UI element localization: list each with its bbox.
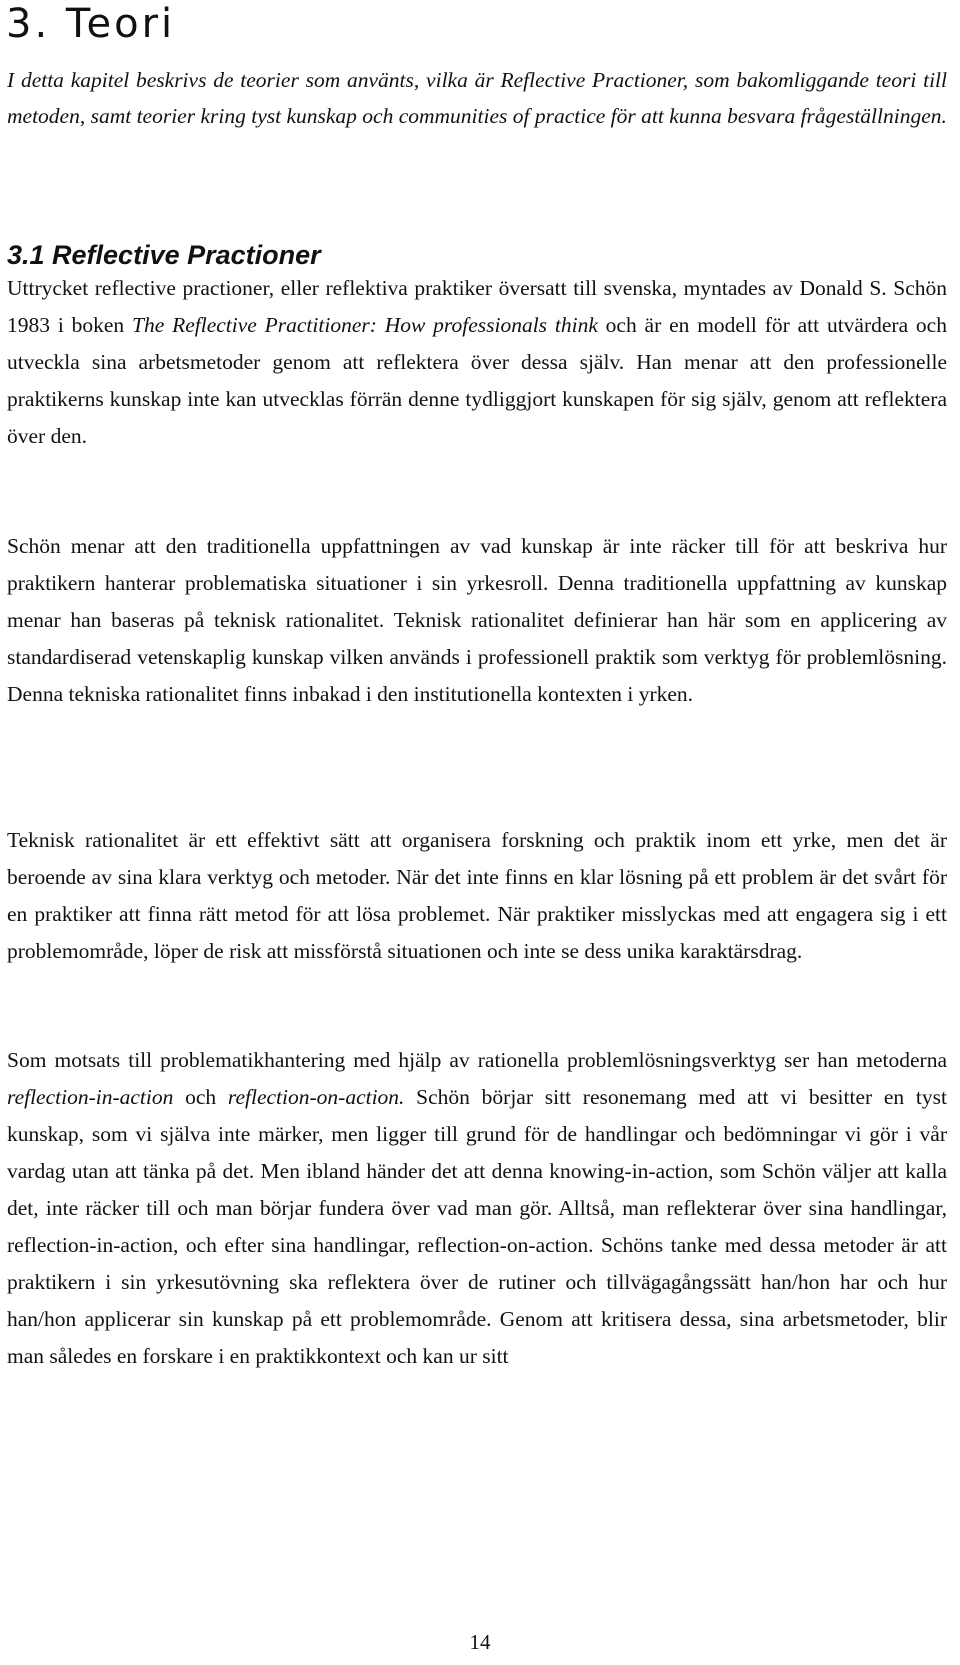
term-reflection-on-action: reflection-on-action.	[227, 1085, 405, 1109]
term-reflection-in-action: reflection-in-action	[7, 1085, 174, 1109]
paragraph-3: Teknisk rationalitet är ett effektivt sätt att organisera forskning och praktik inom ett yrke, men det är beroende av sina klara verktyg och metoder. När det inte finns en klar lösning på ett problem är det svårt för en praktiker att finna rätt metod för att lösa problemet. När praktiker misslyckas med att engagera sig i ett problemområde, löper de risk att missförstå situationen och inte se dess unika karaktärsdrag.	[7, 828, 947, 963]
paragraph-4	[7, 1042, 947, 1375]
book-title: The Reflective Practitioner: How professionals think	[132, 313, 598, 337]
paragraph-4-text-e: Schön börjar sitt resonemang med att vi besitter en tyst kunskap, som vi själva inte märker, men ligger till grund för de handlingar och bedömningar vi gör i vår vardag utan att tänka på det. Men ibland händer det att denna knowing-in-action, som Schön väljer att kalla det, inte räcker till och man börjar fundera över vad man gör. Alltså, man reflekterar över sina handlingar, reflection-in-action, och efter sina handlingar, reflection-on-action. Schöns tanke med dessa metoder är att praktikern i sin yrkesutövning ska reflektera över de rutiner och tillvägagångssätt han/hon har och hur han/hon applicerar sin kunskap på ett problemområde. Genom att kritisera dessa, sina arbetsmetoder, blir man således en forskare i en praktikkontext och kan ur sitt	[7, 1085, 947, 1368]
page-number: 14	[469, 1630, 491, 1654]
section-heading: 3.1 Reflective Practioner	[7, 240, 321, 270]
paragraph-2: Schön menar att den traditionella uppfattningen av vad kunskap är inte räcker till för att beskriva hur praktikern hanterar problematiska situationer i sin yrkesroll. Denna traditionella uppfattning av kunskap menar han baseras på teknisk rationalitet. Teknisk rationalitet definierar han här som en applicering av standardiserad vetenskaplig kunskap vilken används i professionell praktik som verktyg för problemlösning. Denna tekniska rationalitet finns inbakad i den institutionella kontexten i yrken.	[7, 534, 947, 706]
paragraph-1	[7, 270, 947, 455]
chapter-intro: I detta kapitel beskrivs de teorier som använts, vilka är Reflective Practioner, som bakomliggande teori till metoden, samt teorier kring tyst kunskap och communities of practice för att kunna besvara frågeställningen.	[7, 68, 947, 128]
paragraph-4-text-c: och	[173, 1085, 228, 1109]
chapter-title: 3. Teori	[6, 1, 176, 47]
paragraph-1-text-c: och är en modell för att utvärdera och utveckla sina arbetsmetoder genom att reflektera över dessa själv. Han menar att den professionelle praktikerns kunskap inte kan utvecklas förrän denne tydliggjort kunskapen för sig själv, genom att reflektera över den.	[7, 313, 947, 448]
paragraph-1-text-a: Uttrycket reflective practioner, eller reflektiva praktiker översatt till svenska, myntades av Donald S. Schön 1983 i boken	[7, 276, 947, 337]
paragraph-4-text-a: Som motsats till problematikhantering med hjälp av rationella problemlösningsverktyg ser han metoderna	[7, 1048, 947, 1072]
